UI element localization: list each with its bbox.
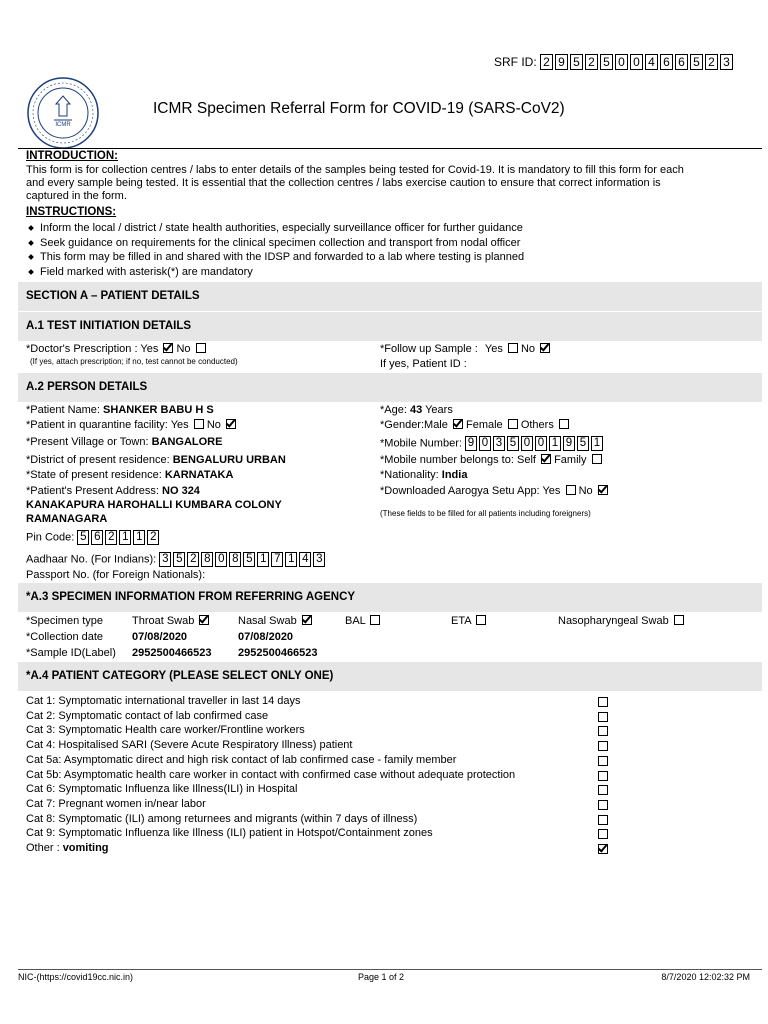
digit-box: 5 — [690, 54, 703, 70]
prescription-no-label: No — [176, 343, 191, 355]
intro-text — [26, 164, 761, 203]
patient-name-label: *Patient Name: — [26, 404, 100, 416]
prescription-yes-label: Yes — [140, 343, 159, 355]
district-row — [26, 454, 286, 466]
digit-box: 1 — [549, 436, 561, 451]
instruction-item: Field marked with asterisk(*) are mandatory — [26, 265, 761, 280]
aarogya-yes-label: Yes — [542, 485, 561, 497]
specimen-bal — [345, 615, 380, 627]
address-value-1: NO 324 — [162, 485, 200, 497]
other-checkbox[interactable] — [598, 844, 608, 854]
aarogya-yes-checkbox[interactable] — [566, 485, 576, 495]
age-row — [380, 404, 453, 416]
digit-box: 0 — [521, 436, 533, 451]
digit-box: 2 — [705, 54, 718, 70]
prescription-row — [26, 343, 206, 355]
srf-label: SRF ID: — [494, 55, 537, 69]
category-row — [26, 782, 616, 797]
intro-heading: INTRODUCTION: — [26, 150, 118, 162]
digit-box: 2 — [585, 54, 598, 70]
category-checkbox[interactable] — [598, 756, 608, 766]
digit-box: 8 — [201, 552, 213, 567]
digit-box: 1 — [133, 530, 145, 545]
specimen-throat-label: Throat Swab — [132, 615, 195, 627]
category-checkbox[interactable] — [598, 829, 608, 839]
digit-box: 5 — [243, 552, 255, 567]
digit-box: 0 — [535, 436, 547, 451]
category-label: Cat 7: Pregnant women in/near labor — [26, 797, 206, 810]
footer-divider — [18, 969, 762, 970]
nasal-sample-id: 2952500466523 — [238, 647, 318, 659]
prescription-no-checkbox[interactable] — [196, 343, 206, 353]
digit-box: 2 — [187, 552, 199, 567]
category-row — [26, 826, 616, 841]
gender-female-label: Female — [466, 419, 503, 431]
footer-left: NIC-(https://covid19cc.nic.in) — [18, 972, 134, 982]
a1-header: A.1 TEST INITIATION DETAILS — [18, 312, 762, 341]
followup-yes-checkbox[interactable] — [508, 343, 518, 353]
specimen-nasal — [238, 615, 312, 627]
digit-box: 0 — [479, 436, 491, 451]
digit-box: 3 — [313, 552, 325, 567]
pin-row — [26, 530, 161, 545]
digit-box: 6 — [660, 54, 673, 70]
address-value-2: KANAKAPURA HAROHALLI KUMBARA COLONY — [26, 499, 282, 511]
throat-sample-id: 2952500466523 — [132, 647, 212, 659]
category-checkbox[interactable] — [598, 771, 608, 781]
nationality-label: *Nationality: — [380, 469, 439, 481]
a2-header: A.2 PERSON DETAILS — [18, 373, 762, 402]
form-title: ICMR Specimen Referral Form for COVID-19 (SARS-CoV2) — [153, 100, 565, 117]
district-value: BENGALURU URBAN — [172, 454, 286, 466]
patient-name-row — [26, 404, 214, 416]
gender-female-checkbox[interactable] — [508, 419, 518, 429]
srf-id — [494, 54, 735, 70]
digit-box: 5 — [577, 436, 589, 451]
belongs-self-checkbox[interactable] — [541, 454, 551, 464]
nasal-collection-date: 07/08/2020 — [238, 631, 294, 643]
quarantine-yes-label: Yes — [170, 419, 189, 431]
specimen-throat — [132, 615, 209, 627]
mobile-belongs-label: *Mobile number belongs to: — [380, 454, 514, 466]
address-row — [26, 485, 200, 497]
aadhaar-row — [26, 552, 327, 567]
digit-box: 9 — [555, 54, 568, 70]
pin-label: Pin Code: — [26, 531, 75, 544]
digit-box: 6 — [91, 530, 103, 545]
prescription-label: *Doctor's Prescription : — [26, 343, 138, 355]
intro-line-2: and every sample being tested. It is essential that the collection centres / labs exercise caution to ensure that correct information is — [26, 177, 661, 189]
aarogya-no-label: No — [578, 485, 593, 497]
digit-box: 5 — [570, 54, 583, 70]
category-row — [26, 738, 616, 753]
digit-box: 9 — [465, 436, 477, 451]
category-checkbox[interactable] — [598, 800, 608, 810]
followup-no-label: No — [520, 343, 536, 355]
digit-box: 7 — [271, 552, 283, 567]
gender-label: *Gender: — [380, 419, 425, 431]
srf-digit-boxes — [540, 54, 735, 70]
aadhaar-digit-boxes — [159, 552, 327, 567]
address-label: *Patient's Present Address: — [26, 485, 159, 497]
aadhaar-label: Aadhaar No. (For Indians): — [26, 553, 157, 566]
intro-line-3: captured in the form. — [26, 190, 127, 202]
specimen-nasopharyngeal — [558, 615, 684, 627]
instruction-item: Seek guidance on requirements for the clinical specimen collection and transport from nodal officer — [26, 236, 761, 251]
digit-box: 2 — [147, 530, 159, 545]
digit-box: 1 — [285, 552, 297, 567]
village-row — [26, 436, 222, 448]
age-value: 43 — [409, 404, 423, 416]
a4-header: *A.4 PATIENT CATEGORY (PLEASE SELECT ONLY ONE) — [18, 662, 762, 691]
specimen-bal-checkbox[interactable] — [370, 615, 380, 625]
digit-box: 0 — [615, 54, 628, 70]
intro-line-1: This form is for collection centres / labs to enter details of the samples being tested for Covid-19. It is mandatory to fill this form for each — [26, 164, 684, 176]
footer-timestamp: 8/7/2020 12:02:32 PM — [661, 972, 750, 982]
a3-header: *A.3 SPECIMEN INFORMATION FROM REFERRING AGENCY — [18, 583, 762, 612]
specimen-eta — [451, 615, 486, 627]
category-checkbox[interactable] — [598, 712, 608, 722]
mobile-label: *Mobile Number: — [380, 437, 462, 450]
specimen-nasopharyngeal-label: Nasopharyngeal Swab — [558, 615, 669, 627]
category-label: Cat 4: Hospitalised SARI (Severe Acute Respiratory Illness) patient — [26, 739, 353, 752]
nationality-value: India — [441, 469, 468, 481]
collection-date-label: *Collection date — [26, 631, 104, 643]
throat-collection-date: 07/08/2020 — [132, 631, 188, 643]
category-other — [26, 841, 616, 856]
specimen-nasal-checkbox[interactable] — [302, 615, 312, 625]
belongs-family-label: Family — [554, 454, 587, 466]
followup-no-checkbox[interactable] — [540, 343, 550, 353]
digit-box: 5 — [507, 436, 519, 451]
category-label: Cat 6: Symptomatic Influenza like Illness(ILI) in Hospital — [26, 783, 298, 796]
category-row — [26, 709, 616, 724]
followup-yes-label: Yes — [484, 343, 503, 355]
digit-box: 5 — [173, 552, 185, 567]
gender-male-checkbox[interactable] — [453, 419, 463, 429]
digit-box: 3 — [493, 436, 505, 451]
state-row — [26, 469, 233, 481]
address-value-3: RAMANAGARA — [26, 513, 108, 525]
digit-box: 8 — [229, 552, 241, 567]
instructions-list — [26, 221, 761, 279]
instruction-item: This form may be filled in and shared with the IDSP and forwarded to a lab where testing is planned — [26, 250, 761, 265]
digit-box: 4 — [645, 54, 658, 70]
state-value: KARNATAKA — [164, 469, 234, 481]
digit-box: 0 — [630, 54, 643, 70]
gender-row — [380, 419, 569, 431]
specimen-eta-label: ETA — [451, 615, 471, 627]
digit-box: 1 — [119, 530, 131, 545]
prescription-note: (If yes, attach prescription; if no, test cannot be conducted) — [30, 357, 238, 366]
mobile-belongs-row — [380, 454, 602, 466]
category-checkbox[interactable] — [598, 785, 608, 795]
mobile-digit-boxes — [465, 436, 605, 451]
digit-box: 6 — [675, 54, 688, 70]
digit-box: 3 — [159, 552, 171, 567]
belongs-family-checkbox[interactable] — [592, 454, 602, 464]
state-label: *State of present residence: — [26, 469, 162, 481]
instruction-item: Inform the local / district / state health authorities, especially surveillance officer for further guidance — [26, 221, 761, 236]
age-unit: Years — [425, 404, 453, 416]
instructions-heading: INSTRUCTIONS: — [26, 206, 117, 218]
category-checkbox[interactable] — [598, 741, 608, 751]
quarantine-label: *Patient in quarantine facility: — [26, 419, 168, 431]
patient-id-label: If yes, Patient ID : — [380, 358, 467, 370]
category-label: Cat 3: Symptomatic Health care worker/Frontline workers — [26, 724, 305, 737]
foreigners-note: (These fields to be filled for all patients including foreigners) — [380, 509, 591, 518]
digit-box: 9 — [563, 436, 575, 451]
prescription-yes-checkbox[interactable] — [163, 343, 173, 353]
category-row — [26, 753, 616, 768]
followup-row — [380, 343, 550, 355]
mobile-row — [380, 436, 605, 451]
specimen-throat-checkbox[interactable] — [199, 615, 209, 625]
village-value: BANGALORE — [151, 436, 223, 448]
gender-others-label: Others — [520, 419, 554, 431]
aarogya-label: *Downloaded Aarogya Setu App: — [380, 485, 540, 497]
category-label: Cat 5a: Asymptomatic direct and high risk contact of lab confirmed case - family member — [26, 753, 457, 766]
category-row — [26, 694, 616, 709]
category-checkbox[interactable] — [598, 726, 608, 736]
category-label: Cat 5b: Asymptomatic health care worker in contact with confirmed case without adequate protection — [26, 768, 516, 781]
patient-name-value: SHANKER BABU H S — [103, 404, 214, 416]
age-label: *Age: — [380, 404, 407, 416]
category-row — [26, 768, 616, 783]
footer-page: Page 1 of 2 — [358, 972, 405, 982]
village-label: *Present Village or Town: — [26, 436, 149, 448]
category-row — [26, 797, 616, 812]
nationality-row — [380, 469, 467, 481]
category-label: Cat 1: Symptomatic international traveller in last 14 days — [26, 695, 301, 707]
other-value: vomiting — [62, 842, 109, 854]
specimen-nasal-label: Nasal Swab — [238, 615, 297, 627]
category-label: Cat 2: Symptomatic contact of lab confirmed case — [26, 709, 269, 722]
quarantine-no-label: No — [206, 419, 221, 431]
section-a-header: SECTION A – PATIENT DETAILS — [18, 282, 762, 311]
digit-box: 1 — [257, 552, 269, 567]
belongs-self-label: Self — [516, 454, 536, 466]
icmr-logo — [26, 76, 100, 150]
category-checkbox[interactable] — [598, 697, 608, 707]
specimen-type-label: *Specimen type — [26, 615, 104, 627]
quarantine-yes-checkbox[interactable] — [194, 419, 204, 429]
category-label: Cat 8: Symptomatic (ILI) among returnees and migrants (within 7 days of illness) — [26, 812, 418, 825]
quarantine-no-checkbox[interactable] — [226, 419, 236, 429]
pin-digit-boxes — [77, 530, 161, 545]
digit-box: 1 — [591, 436, 603, 451]
category-checkbox[interactable] — [598, 815, 608, 825]
followup-label: *Follow up Sample : — [380, 343, 478, 355]
gender-others-checkbox[interactable] — [559, 419, 569, 429]
passport-label: Passport No. (for Foreign Nationals): — [26, 569, 206, 581]
digit-box: 5 — [600, 54, 613, 70]
quarantine-row — [26, 419, 236, 431]
district-label: *District of present residence: — [26, 454, 170, 466]
digit-box: 3 — [720, 54, 733, 70]
logo-text: ICMR — [55, 122, 71, 128]
sample-id-label: *Sample ID(Label) — [26, 647, 116, 659]
category-row — [26, 812, 616, 827]
other-label: Other : — [26, 842, 60, 854]
category-row — [26, 723, 616, 738]
category-label: Cat 9: Symptomatic Influenza like Illness (ILI) patient in Hotspot/Containment zones — [26, 827, 433, 840]
header-divider — [18, 148, 762, 149]
specimen-bal-label: BAL — [345, 615, 366, 627]
specimen-eta-checkbox[interactable] — [476, 615, 486, 625]
digit-box: 0 — [215, 552, 227, 567]
gender-male-label: Male — [424, 419, 448, 431]
digit-box: 2 — [540, 54, 553, 70]
aarogya-row — [380, 485, 608, 497]
aarogya-no-checkbox[interactable] — [598, 485, 608, 495]
digit-box: 4 — [299, 552, 311, 567]
digit-box: 2 — [105, 530, 117, 545]
specimen-nasopharyngeal-checkbox[interactable] — [674, 615, 684, 625]
digit-box: 5 — [77, 530, 89, 545]
